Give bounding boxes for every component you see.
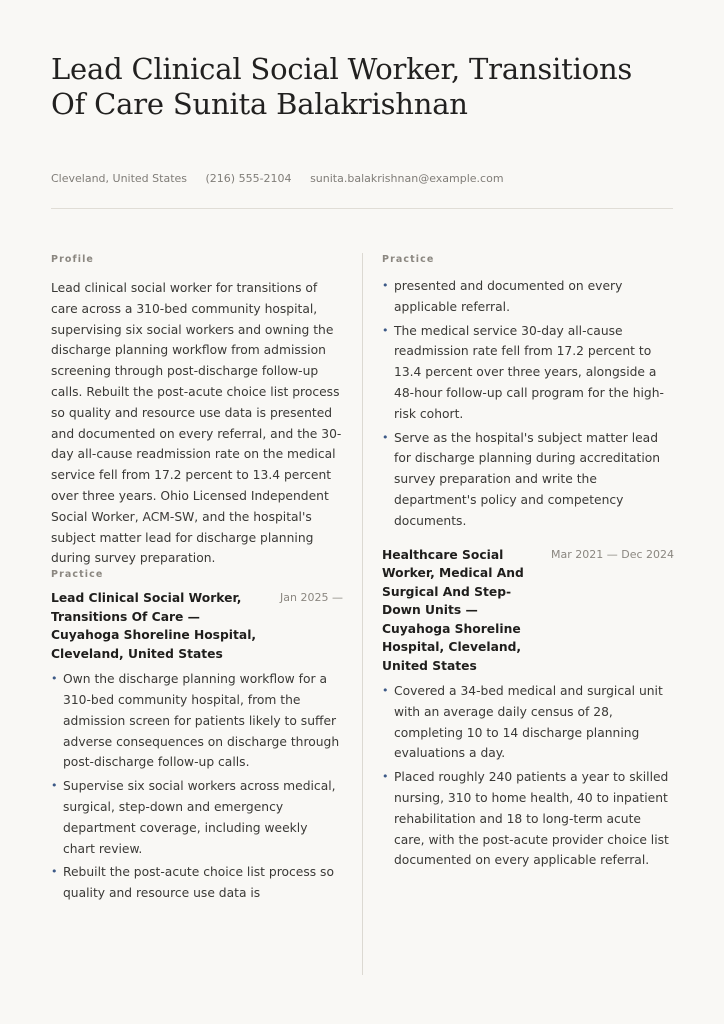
job-entry-previous: [382, 546, 674, 872]
job-bullets: [382, 681, 674, 871]
profile-section-label: Profile: [51, 254, 94, 265]
bullet-icon: •: [382, 770, 389, 784]
job-bullets: [51, 669, 343, 904]
left-column: [51, 254, 343, 907]
job-title: Lead Clinical Social Worker, Transitions Of Care — Cuyahoga Shoreline Hospital, Cleveland, United States: [51, 591, 257, 661]
bullet-icon: •: [51, 779, 58, 793]
header-divider: [51, 208, 673, 209]
job-date: Mar 2021 — Dec 2024: [550, 547, 674, 561]
contact-email[interactable]: sunita.balakrishnan@example.com: [310, 172, 504, 185]
job-header: [51, 589, 343, 663]
job-header: [382, 546, 674, 676]
continued-bullets: [382, 276, 674, 532]
list-item: • Serve as the hospital's subject matter lead for discharge planning during accreditation survey preparation and write the department's policy and competency documents.: [382, 428, 674, 532]
list-item: • The medical service 30-day all-cause readmission rate fell from 17.2 percent to 13.4 percent over three years, alongside a 48-hour follow-up call program for the high-risk cohort.: [382, 321, 674, 425]
job-title: Healthcare Social Worker, Medical And Surgical And Step-Down Units — Cuyahoga Shoreline Hospital, Cleveland, United States: [382, 547, 524, 673]
resume-page: [51, 0, 673, 1024]
bullet-icon: •: [51, 672, 58, 686]
bullet-icon: •: [382, 323, 389, 337]
practice-section-label: Practice: [51, 569, 104, 581]
list-item: • Rebuilt the post-acute choice list process so quality and resource use data is: [51, 862, 343, 904]
contact-line: [51, 172, 519, 185]
bullet-icon: •: [51, 865, 58, 879]
contact-phone: (216) 555-2104: [205, 172, 292, 185]
contact-location: Cleveland, United States: [51, 172, 188, 185]
list-item: • Own the discharge planning workflow for a 310-bed community hospital, from the admission screen for patients likely to suffer adverse consequences on discharge through post-discharge follow-up calls.: [51, 669, 343, 773]
list-item: • Supervise six social workers across medical, surgical, step-down and emergency department coverage, including weekly chart review.: [51, 776, 343, 859]
job-date: Jan 2025 —: [280, 591, 343, 605]
column-divider: [362, 253, 363, 975]
right-column: [382, 254, 674, 874]
profile-summary: Lead clinical social worker for transitions of care across a 310-bed community hospital, supervising six social workers and owning the discharge planning workflow from admission screening through post-discharge follow-up calls. Rebuilt the post-acute choice list process so quality and resource use data is presented and documented on every referral, and the 30-day all-cause readmission rate on the medical service fell from 17.2 percent to 13.4 percent over three years. Ohio Licensed Independent Social Worker, ACM-SW, and the hospital's subject matter lead for discharge planning during survey preparation.: [51, 281, 342, 566]
bullet-icon: •: [382, 684, 389, 698]
practice-section-label-continued: Practice: [382, 254, 435, 265]
list-item: • Covered a 34-bed medical and surgical unit with an average daily census of 28, completing 10 to 14 discharge planning evaluations a day.: [382, 681, 674, 764]
bullet-icon: •: [382, 430, 389, 444]
bullet-icon: •: [382, 279, 389, 292]
list-item: • Placed roughly 240 patients a year to skilled nursing, 310 to home health, 40 to inpatient rehabilitation and 18 to long-term acute care, with the post-acute provider choice list documented on every applicable referral.: [382, 767, 674, 871]
job-entry-current: [51, 589, 343, 904]
list-item: • presented and documented on every applicable referral.: [382, 276, 674, 318]
page-title: Lead Clinical Social Worker, Transitions Of Care Sunita Balakrishnan: [51, 52, 633, 121]
